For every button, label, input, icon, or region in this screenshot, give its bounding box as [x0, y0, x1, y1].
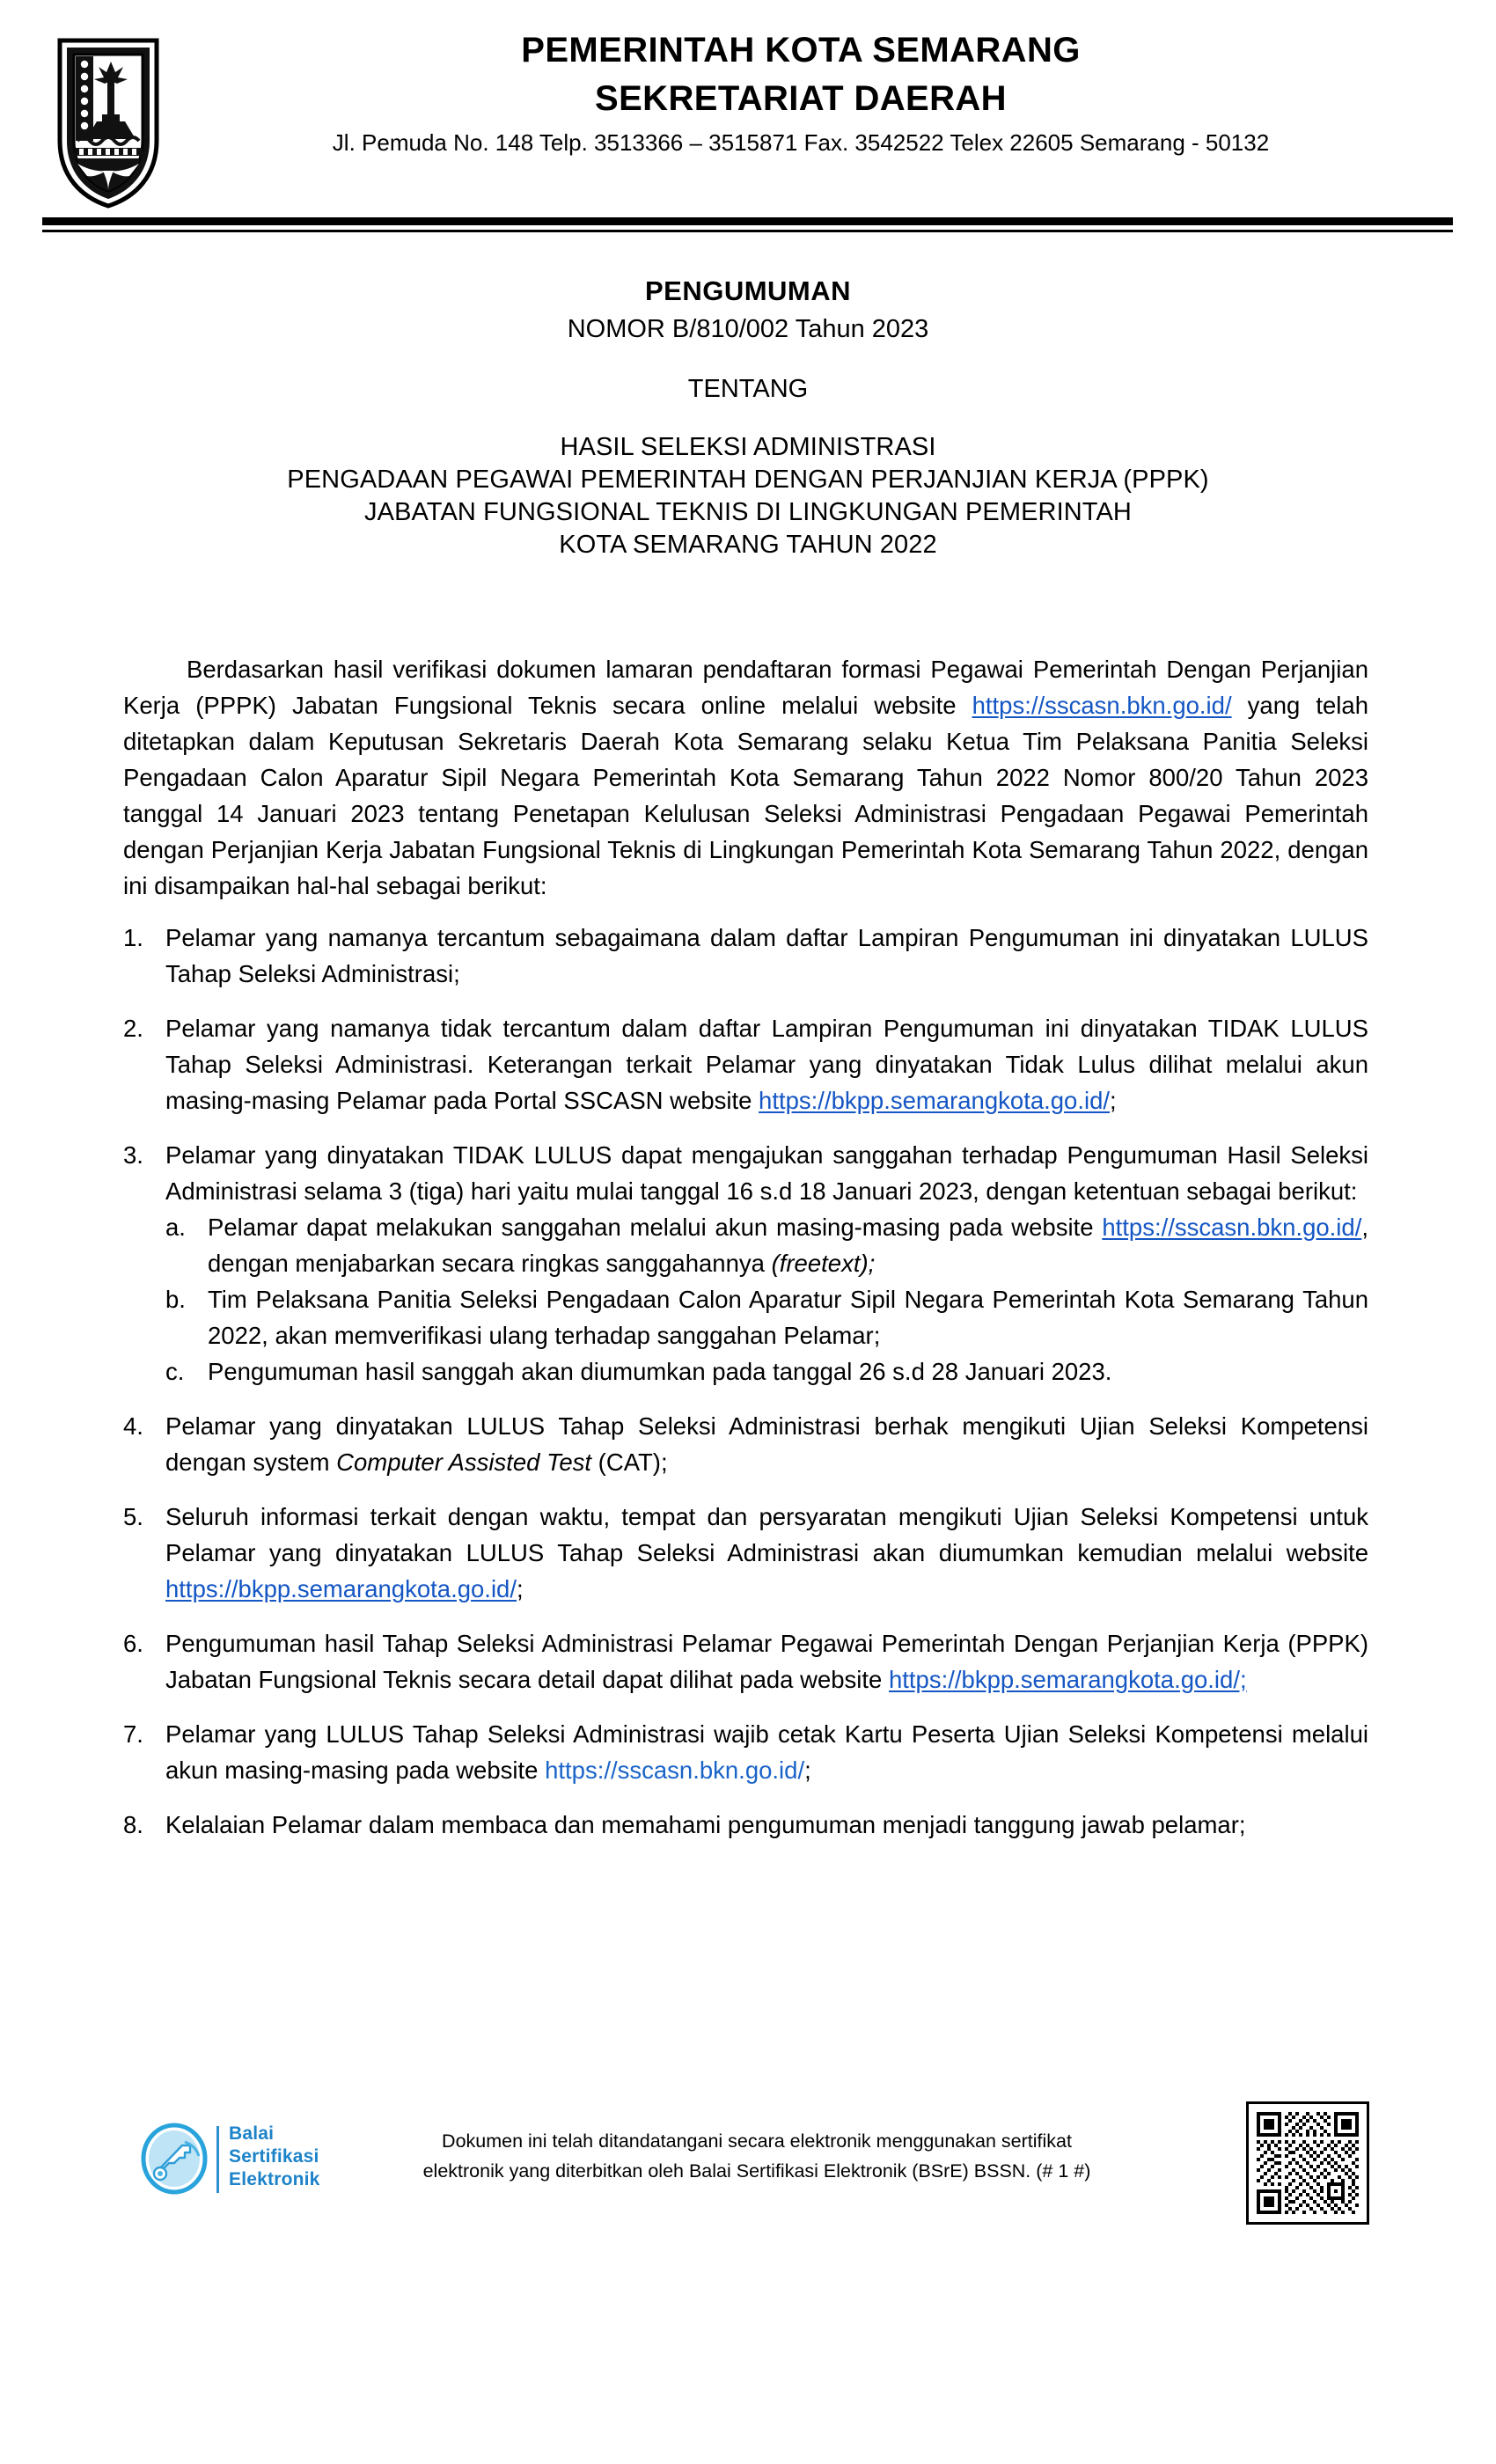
item-marker-4: 4.	[123, 1412, 143, 1440]
item-text-7	[165, 1716, 1368, 1788]
bsre-logo-divider	[216, 2126, 219, 2193]
item-7-part2: ;	[804, 1756, 811, 1784]
item-3a-italic: (freetext);	[771, 1250, 876, 1277]
item-6-link[interactable]: https://bkpp.semarangkota.go.id/;	[888, 1666, 1247, 1693]
document-footer	[0, 2101, 1496, 2277]
item-marker-1: 1.	[123, 924, 143, 951]
signature-note-line-1: Dokumen ini telah ditandatangani secara elektronik menggunakan sertifikat	[442, 2130, 1072, 2152]
list-item-5	[123, 1499, 1368, 1607]
list-item-2	[123, 1010, 1368, 1118]
list-item-7	[123, 1716, 1368, 1788]
item-marker-8: 8.	[123, 1811, 143, 1838]
item-7-link[interactable]: https://sscasn.bkn.go.id/	[545, 1756, 805, 1784]
list-item-3a	[165, 1209, 1368, 1281]
item-marker-7: 7.	[123, 1720, 143, 1748]
page-title: PENGUMUMAN	[644, 275, 852, 306]
letterhead	[0, 26, 1496, 211]
letterhead-text	[167, 26, 1434, 162]
item-marker-3a: a.	[165, 1214, 186, 1241]
intro-link[interactable]: https://sscasn.bkn.go.id/	[972, 692, 1232, 719]
item-text-3: Pelamar yang dinyatakan TIDAK LULUS dapat mengajukan sanggahan terhadap Pengumuman Hasil Seleksi Administrasi selama 3 (tiga) hari yaitu mulai tanggal 16 s.d 18 Januari 2023, dengan ketentuan sebagai berikut:	[165, 1141, 1368, 1205]
list-item-8	[123, 1807, 1368, 1843]
signature-note-line-2: elektronik yang diterbitkan oleh Balai Sertifikasi Elektronik (BSrE) BSSN. (# 1 #)	[422, 2160, 1091, 2182]
list-item-3b	[165, 1281, 1368, 1353]
intro-paragraph	[123, 651, 1368, 904]
list-item-3c	[165, 1353, 1368, 1390]
item-text-5	[165, 1499, 1368, 1607]
item-marker-5: 5.	[123, 1503, 143, 1530]
announcement-items-list	[123, 920, 1368, 1843]
list-item-3	[123, 1137, 1368, 1390]
about-label: TENTANG	[687, 375, 809, 403]
item-text-6	[165, 1625, 1368, 1698]
item-3c-text: Pengumuman hasil sanggah akan diumumkan pada tanggal 26 s.d 28 Januari 2023.	[208, 1358, 1112, 1385]
intro-part2: yang telah ditetapkan dalam Keputusan Sekretaris Daerah Kota Semarang selaku Ketua Tim Pelaksana Panitia Seleksi Pengadaan Calon Aparatur Sipil Negara Pemerintah Kota Semarang Tahun 2022 Nomor 800/20 Tahun 2023 tanggal 14 Januari 2023 tentang Penetapan Kelulusan Seleksi Administrasi Pengadaan Pegawai Pemerintah dengan Perjanjian Kerja Jabatan Fungsional Teknis di Lingkungan Pemerintah Kota Semarang Tahun 2022, dengan ini disampaikan hal-hal sebagai berikut:	[123, 692, 1368, 899]
item-marker-2: 2.	[123, 1015, 143, 1042]
item-5-part1: Seluruh informasi terkait dengan waktu, tempat dan persyaratan mengikuti Ujian Seleksi Kompetensi untuk Pelamar yang dinyatakan LULUS Tahap Seleksi Administrasi akan diumumkan kemudian melalui website	[165, 1503, 1368, 1566]
bsre-logo-words	[229, 2123, 320, 2191]
header-rule-thick	[42, 217, 1453, 225]
org-name-line2: SEKRETARIAT DAERAH	[595, 79, 1007, 118]
announcement-title-block	[123, 273, 1373, 561]
item-marker-3c: c.	[165, 1358, 185, 1385]
item-3b-text: Tim Pelaksana Panitia Seleksi Pengadaan Calon Aparatur Sipil Negara Pemerintah Kota Semarang Tahun 2022, akan memverifikasi ulang terhadap sanggahan Pelamar;	[208, 1286, 1368, 1349]
item-2-part2: ;	[1110, 1087, 1117, 1114]
qr-code-icon[interactable]	[1246, 2101, 1369, 2225]
bsre-key-oval-logo-icon	[139, 2123, 209, 2195]
item-3a-part1: Pelamar dapat melakukan sanggahan melalui akun masing-masing pada website	[208, 1214, 1103, 1241]
item-7-part1: Pelamar yang LULUS Tahap Seleksi Administrasi wajib cetak Kartu Peserta Ujian Seleksi Kompetensi melalui akun masing-masing pada website	[165, 1720, 1368, 1784]
bsre-word-2: Sertifikasi	[229, 2146, 319, 2167]
subject-line-3: JABATAN FUNGSIONAL TEKNIS DI LINGKUNGAN PEMERINTAH	[364, 498, 1132, 526]
list-item-1	[123, 920, 1368, 992]
item-2-part1: Pelamar yang namanya tidak tercantum dalam daftar Lampiran Pengumuman ini dinyatakan TIDAK LULUS Tahap Seleksi Administrasi. Keterangan terkait Pelamar yang dinyatakan Tidak Lulus dilihat melalui akun masing-masing Pelamar pada Portal SSCASN website	[165, 1015, 1368, 1114]
header-rule-thin	[42, 230, 1453, 232]
item-marker-6: 6.	[123, 1630, 143, 1657]
subject-line-2: PENGADAAN PEGAWAI PEMERINTAH DENGAN PERJANJIAN KERJA (PPPK)	[287, 466, 1209, 494]
subject-line-4: KOTA SEMARANG TAHUN 2022	[559, 531, 937, 559]
item-4-part2: (CAT);	[591, 1448, 668, 1476]
item-marker-3b: b.	[165, 1286, 186, 1313]
item-text-1: Pelamar yang namanya tercantum sebagaimana dalam daftar Lampiran Pengumuman ini dinyatakan LULUS Tahap Seleksi Administrasi;	[165, 924, 1368, 987]
bsre-word-1: Balai	[229, 2123, 275, 2144]
document-body	[123, 651, 1368, 1861]
semarang-city-coat-of-arms-icon	[55, 37, 162, 209]
list-item-4	[123, 1408, 1368, 1480]
announcement-subject	[123, 431, 1373, 561]
list-item-6	[123, 1625, 1368, 1698]
org-name-line1: PEMERINTAH KOTA SEMARANG	[521, 31, 1081, 70]
subject-line-1: HASIL SELEKSI ADMINISTRASI	[560, 433, 936, 461]
item-text-2	[165, 1010, 1368, 1118]
item-text-4	[165, 1408, 1368, 1480]
item-5-link[interactable]: https://bkpp.semarangkota.go.id/	[165, 1575, 517, 1602]
bsre-word-3: Elektronik	[229, 2169, 320, 2189]
item-6-part1: Pengumuman hasil Tahap Seleksi Administrasi Pelamar Pegawai Pemerintah Dengan Perjanjian Kerja (PPPK) Jabatan Fungsional Teknis secara detail dapat dilihat pada website	[165, 1630, 1368, 1693]
intro-part1: Berdasarkan hasil verifikasi dokumen lamaran pendaftaran formasi Pegawai Pemerintah Dengan Perjanjian Kerja (PPPK) Jabatan Fungsional Teknis secara online melalui website	[123, 656, 1368, 719]
item-3-sublist	[165, 1209, 1368, 1390]
item-4-part1: Pelamar yang dinyatakan LULUS Tahap Seleksi Administrasi berhak mengikuti Ujian Seleksi Kompetensi dengan system	[165, 1412, 1368, 1476]
item-2-link[interactable]: https://bkpp.semarangkota.go.id/	[759, 1087, 1111, 1114]
item-3a-part2: , dengan menjabarkan secara ringkas sanggahannya	[208, 1214, 1368, 1277]
announcement-number: NOMOR B/810/002 Tahun 2023	[567, 315, 929, 343]
org-address: Jl. Pemuda No. 148 Telp. 3513366 – 3515871 Fax. 3542522 Telex 22605 Semarang - 50132	[332, 129, 1270, 156]
item-3a-link[interactable]: https://sscasn.bkn.go.id/	[1102, 1214, 1362, 1241]
electronic-signature-note	[361, 2126, 1153, 2186]
bsre-logo	[139, 2119, 329, 2200]
item-marker-3: 3.	[123, 1141, 143, 1169]
item-5-part2: ;	[517, 1575, 524, 1602]
item-4-italic: Computer Assisted Test	[336, 1448, 592, 1476]
item-text-8: Kelalaian Pelamar dalam membaca dan memahami pengumuman menjadi tanggung jawab pelamar;	[165, 1811, 1246, 1838]
